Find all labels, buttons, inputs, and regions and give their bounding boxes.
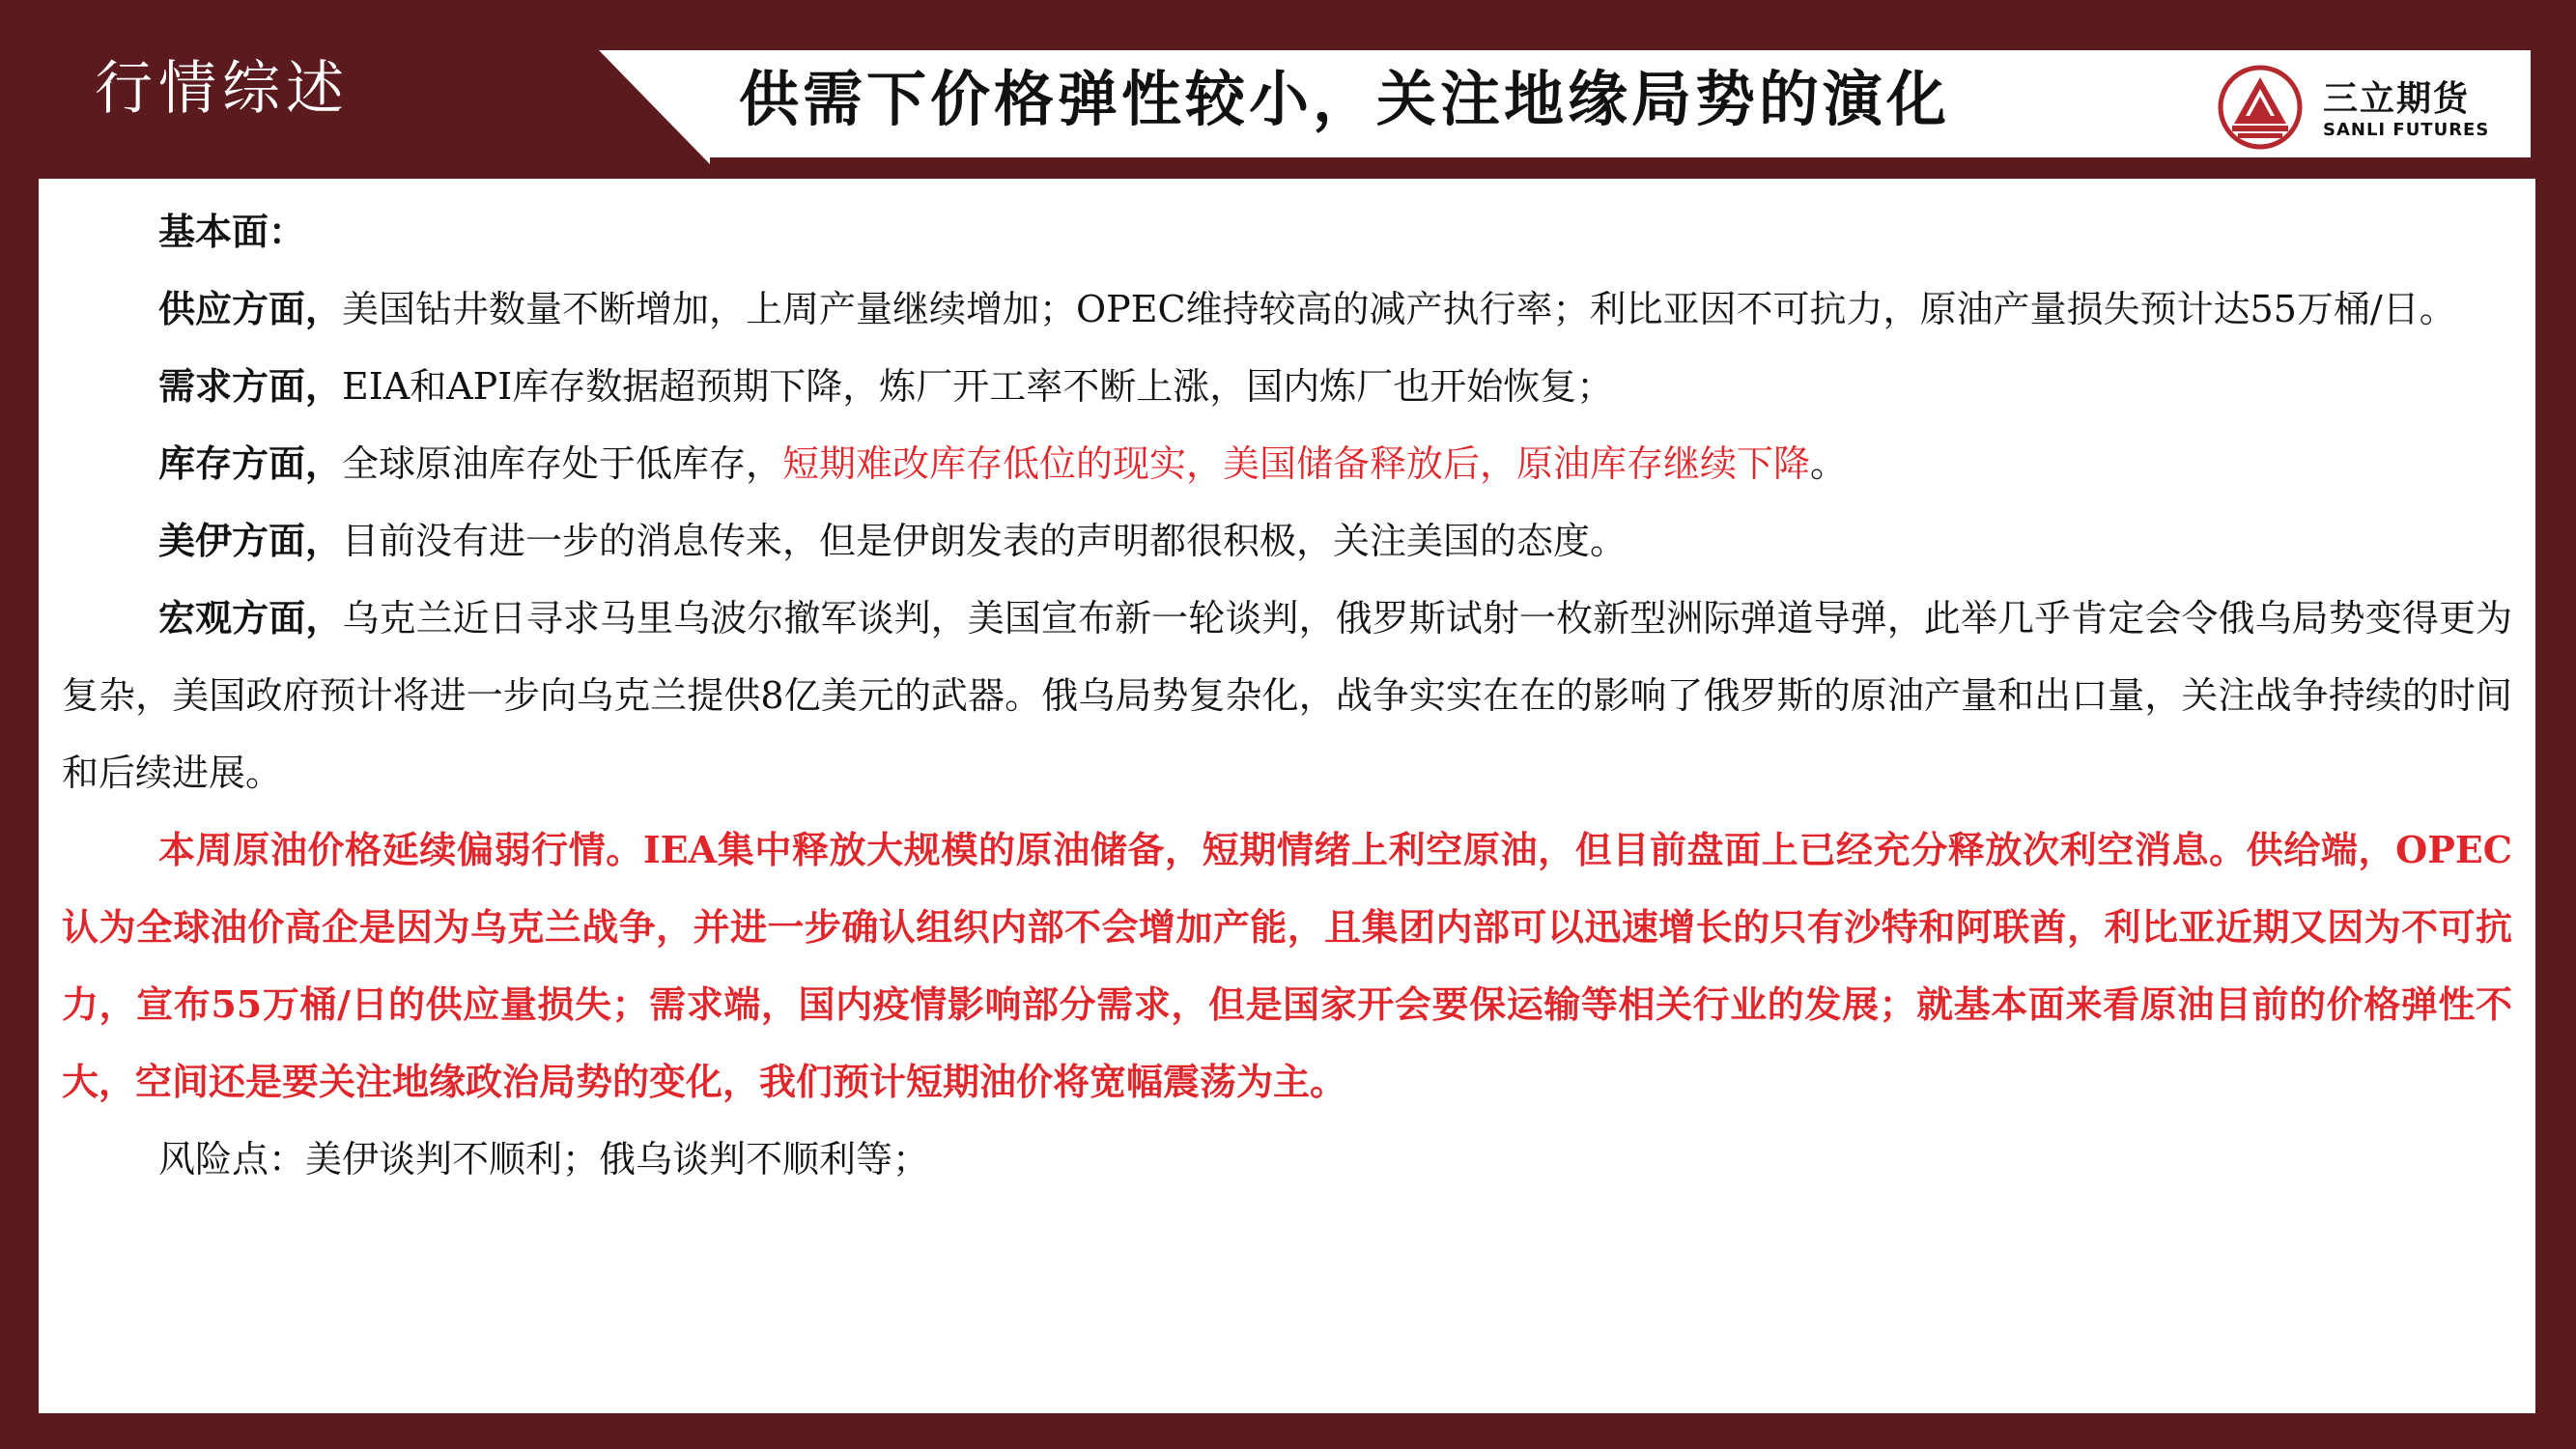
risk-paragraph: 风险点：美伊谈判不顺利；俄乌谈判不顺利等； [158, 1138, 930, 1180]
summary-paragraph: 本周原油价格延续偏弱行情。IEA集中释放大规模的原油储备，短期情绪上利空原油，但目前盘面上已经充分释放次利空消息。供给端，OPEC认为全球油价高企是因为乌克兰战争，并进一步确认组织内部不会增加产能，且集团内部可以迅速增长的只有沙特和阿联酋，利比亚近期又因为不可抗力，宣布55万桶/日的供应量损失；需求端，国内疫情影响部分需求，但是国家开会要保运输等相关行业的发展；就基本面来看原油目前的价格弹性不大，空间还是要关注地缘政治局势的变化，我们预计短期油价将宽幅震荡为主。 [62, 828, 2512, 1103]
supply-text: 美国钻井数量不断增加，上周产量继续增加；OPEC维持较高的减产执行率；利比亚因不可抗力，原油产量损失预计达55万桶/日。 [342, 288, 2456, 330]
inventory-paragraph [62, 425, 2512, 502]
demand-text: EIA和API库存数据超预期下降，炼厂开工率不断上涨，国内炼厂也开始恢复； [342, 365, 1614, 408]
supply-label: 供应方面， [158, 287, 343, 330]
header-frame [0, 0, 676, 169]
macro-label: 宏观方面， [158, 596, 343, 639]
us-iran-paragraph [62, 502, 2512, 580]
macro-text: 乌克兰近日寻求马里乌波尔撤军谈判，美国宣布新一轮谈判，俄罗斯试射一枚新型洲际弹道导弹，此举几乎肯定会令俄乌局势变得更为复杂，美国政府预计将进一步向乌克兰提供8亿美元的武器。俄乌局势复杂化，战争实实在在的影响了俄罗斯的原油产量和出口量，关注战争持续的时间和后续进展。 [62, 597, 2512, 794]
company-logo [2217, 64, 2506, 151]
fundamentals-heading [62, 193, 2512, 270]
logo-chinese-name: 三立期货 [2323, 79, 2471, 119]
inventory-end: 。 [1810, 442, 1848, 485]
us-iran-text: 目前没有进一步的消息传来，但是伊朗发表的声明都很积极，关注美国的态度。 [342, 520, 1628, 562]
supply-paragraph [62, 270, 2512, 348]
mountain-logo-icon [2217, 64, 2304, 151]
macro-paragraph [62, 580, 2512, 811]
us-iran-label: 美伊方面， [158, 519, 343, 562]
page-title: 供需下价格弹性较小，关注地缘局势的演化 [739, 64, 1951, 134]
content-panel [39, 179, 2535, 1413]
demand-paragraph [62, 348, 2512, 425]
logo-english-name: SANLI FUTURES [2323, 120, 2490, 140]
demand-label: 需求方面， [158, 364, 343, 408]
inventory-label: 库存方面， [158, 441, 343, 485]
inventory-text: 全球原油库存处于低库存， [342, 442, 783, 485]
inventory-highlight: 短期难改库存低位的现实，美国储备释放后，原油库存继续下降 [782, 442, 1811, 485]
section-title: 行情综述 [95, 55, 350, 123]
fundamentals-label: 基本面： [158, 210, 306, 253]
title-underline [710, 157, 2531, 164]
